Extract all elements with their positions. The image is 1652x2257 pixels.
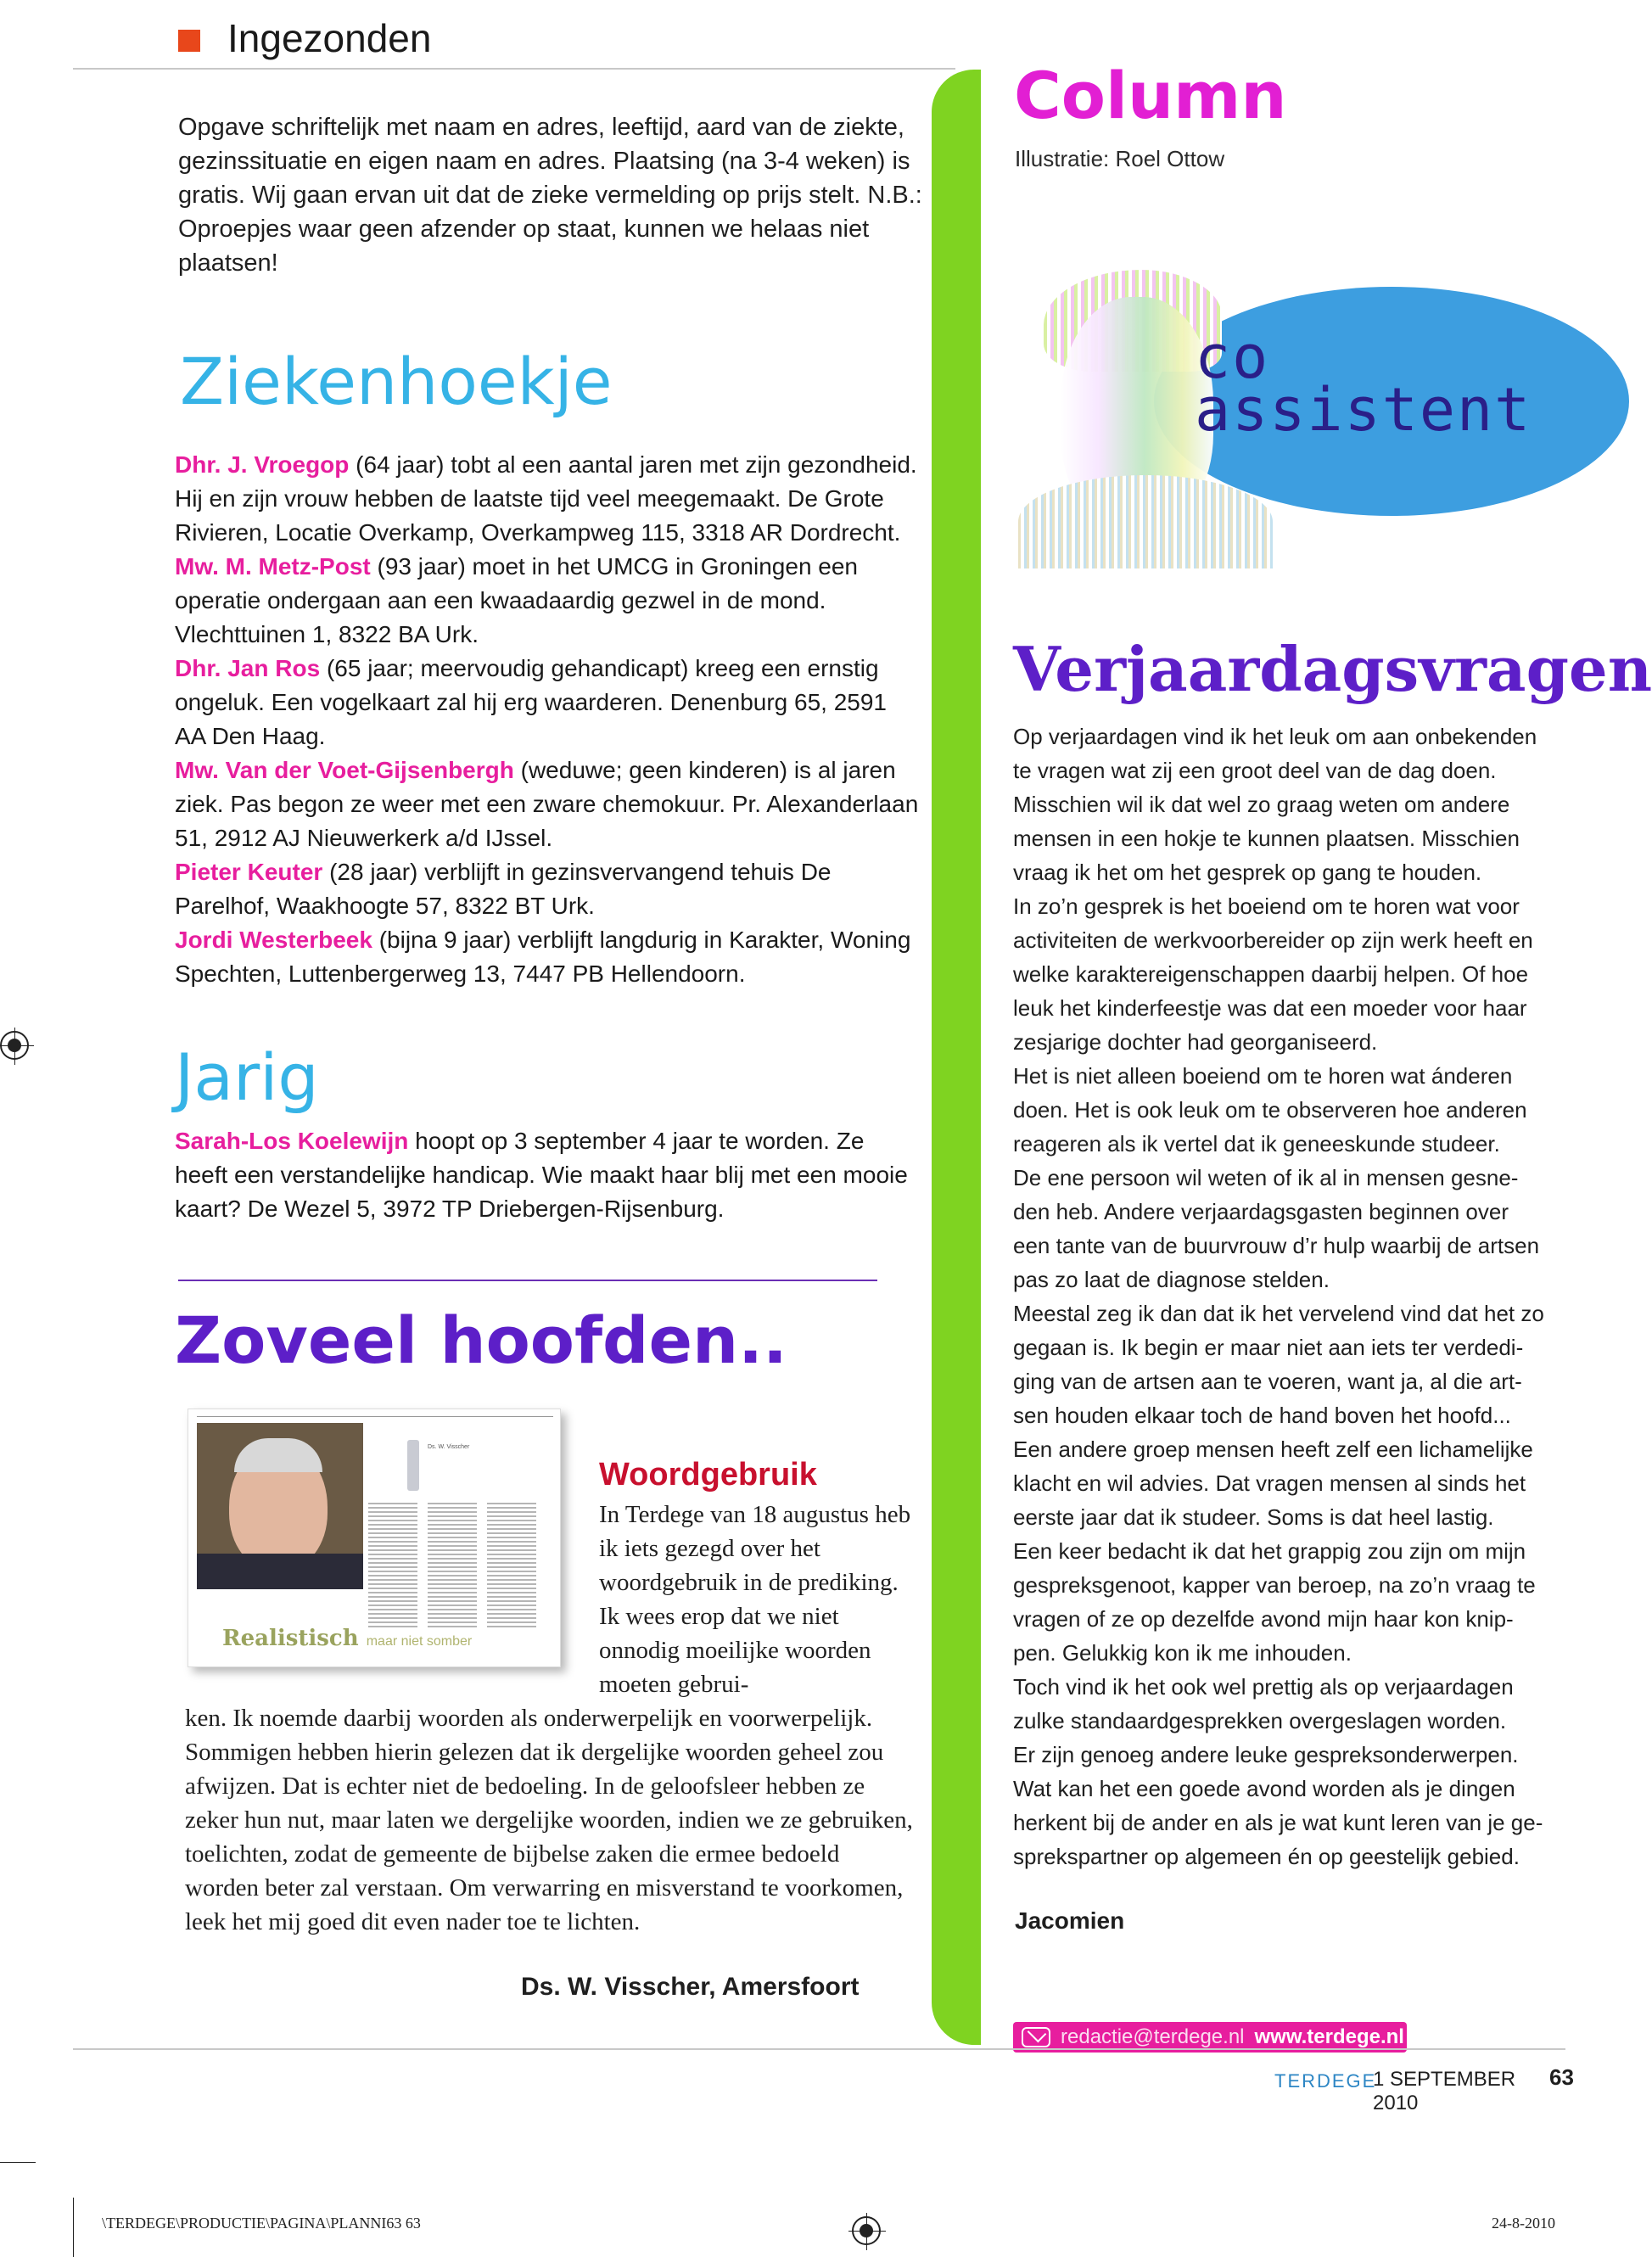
entry [175,753,921,855]
column-text-line: zulke standaardgesprekken overgeslagen worden. [1013,1708,1507,1733]
column-text-line: Meestal zeg ik dan dat ik het vervelend vind dat het zo [1013,1301,1544,1326]
woordgebruik-text-wrapped: In Terdege van 18 augustus heb ik iets gezegd over het woordgebruik in de prediking. Ik wees erop dat we niet onnodig moeilijke woorden moeten gebrui- [599,1501,911,1698]
entry-text: (weduwe; geen kinderen) is al jaren ziek. Pas begon ze weer met een zware chemokuur. Pr. Alexanderlaan 51, 2912 AJ Nieuwerkerk a/d IJssel. [175,757,919,851]
entry [175,923,921,991]
crop-mark [73,2198,74,2257]
section-marker [178,30,200,52]
registration-mark-icon [852,2216,881,2245]
column-text-line: zesjarige dochter had georganiseerd. [1013,1029,1378,1055]
registration-mark-center [8,1039,21,1052]
entry-name: Dhr. Jan Ros [175,655,321,681]
thumbnail-text-column [487,1503,536,1630]
column-text-line: gespreksgenoot, kapper van beroep, na zo’n vraag te [1013,1572,1536,1598]
entry-name: Mw. Van der Voet-Gijsenbergh [175,757,514,783]
pillar-icon [407,1440,419,1491]
entry-text: (28 jaar) verblijft in gezinsvervangend tehuis De Parelhof, Waakhoogte 57, 8322 BT Urk. [175,859,832,919]
thumbnail-text-column [428,1503,477,1630]
portrait-suit [197,1554,363,1589]
verjaardagsvragen-title: Verjaardagsvragen [1013,633,1652,705]
jarig-text: hoopt op 3 september 4 jaar te worden. Ze heeft een verstandelijke handicap. Wie maakt haar blij met een mooie kaart? De Wezel 5, 3972 TP Driebergen-Rijsenburg. [175,1128,908,1222]
woordgebruik-subtitle: Woordgebruik [599,1457,817,1493]
co-assistent-logo-text [1195,322,1532,445]
woordgebruik-text: ken. Ik noemde daarbij woorden als onderwerpelijk en voorwerpelijk. Sommigen hebben hierin gelezen dat ik dergelijke woorden geheel zou afwijzen. Dat is echter niet de bedoeling. In de geloofsleer hebben ze zeker hun nut, maar laten we dergelijke woorden, indien we ze gebruiken, toelichten, zodat de gemeente de bijbelse zaken die ermee bedoeld worden beter zal verstaan. Om verwarring en misverstand te voorkomen, leek het mij goed dit even nader toe te lichten. [185,1705,913,1935]
entry-name: Mw. M. Metz-Post [175,553,371,580]
thumbnail-headline-sub: maar niet somber [366,1634,473,1649]
logo-line-co: co [1195,322,1270,392]
footer-rule [73,2048,1565,2050]
column-divider-bar [932,70,981,2045]
thumbnail-rule [197,1416,553,1417]
footer-publication: TERDEGE [1274,2070,1377,2092]
column-text-line: een tante van de buurvrouw d’r hulp waarbij de artsen [1013,1233,1540,1258]
column-text-line: Op verjaardagen vind ik het leuk om aan onbekenden [1013,724,1537,749]
jarig-name: Sarah-Los Koelewijn [175,1128,409,1154]
crop-mark [0,2162,36,2163]
contact-email-link[interactable]: redactie@terdege.nl [1061,2025,1245,2048]
column-text-line: activiteiten de werkvoorbereider op zijn werk heeft en [1013,927,1533,953]
column-text-line: sprekspartner op algemeen én op geestelijk gebied. [1013,1844,1520,1869]
entry [175,448,921,550]
column-text-line: Het is niet alleen boeiend om te horen wat ánderen [1013,1063,1513,1089]
column-text-line: den heb. Andere verjaardagsgasten beginnen over [1013,1199,1509,1224]
woordgebruik-signature: Ds. W. Visscher, Amersfoort [521,1973,860,2001]
header-rule [73,68,955,70]
print-slug-date: 24-8-2010 [1492,2215,1555,2232]
illustration-credit: Illustratie: Roel Ottow [1015,146,1225,171]
logo-line-assistent: assistent [1195,375,1532,445]
registration-mark-icon [0,1031,29,1060]
column-text-line: pen. Gelukkig kon ik me inhouden. [1013,1640,1352,1666]
entry [175,550,921,652]
entry-text: (93 jaar) moet in het UMCG in Groningen een operatie ondergaan aan een kwaadaardig gezwel in de mond. Vlechttuinen 1, 8322 BA Urk. [175,553,859,647]
column-text-line: gegaan is. Ik begin er maar niet aan iets ter verdedi- [1013,1335,1524,1360]
entry [175,652,921,753]
print-slug-path: \TERDEGE\PRODUCTIE\PAGINA\PLANNI63 63 [102,2215,421,2232]
column-text-line: vragen of ze op dezelfde avond mijn haar kon knip- [1013,1606,1514,1632]
column-text-line: ging van de artsen aan te voeren, want ja, al die art- [1013,1369,1522,1394]
column-text-line: leuk het kinderfeestje was dat een moeder voor haar [1013,995,1527,1021]
section-divider [178,1280,877,1281]
ziekenhoekje-title: Ziekenhoekje [180,344,613,419]
thumbnail-headline-main: Realistisch [222,1626,359,1651]
column-text-line: te vragen wat zij een groot deel van de dag doen. [1013,758,1497,783]
entry-name: Jordi Westerbeek [175,927,372,953]
submission-notice: Opgave schriftelijk met naam en adres, leeftijd, aard van de ziekte, gezinssituatie en eigen naam en adres. Plaatsing (na 3-4 weken) is gratis. Wij gaan ervan uit dat de zieke vermelding op prijs stelt. N.B.: Oproepjes waar geen afzender op staat, kunnen we helaas niet plaatsen! [178,114,922,277]
column-text-line: mensen in een hokje te kunnen plaatsen. Misschien [1013,826,1520,851]
column-text-line: sen houden elkaar toch de hand boven het hoofd... [1013,1403,1511,1428]
thumbnail-headline [222,1626,472,1651]
column-text-line: klacht en wil advies. Dat vragen mensen al sinds het [1013,1470,1526,1496]
footer-date: 1 SEPTEMBER 2010 [1373,2068,1516,2114]
column-text-line: eerste jaar dat ik studeer. Soms is dat heel lastig. [1013,1504,1494,1530]
thumbnail-author: Ds. W. Visscher [428,1444,470,1450]
page-number: 63 [1549,2064,1574,2090]
column-text-line: Wat kan het een goede avond worden als je dingen [1013,1776,1515,1801]
entry-name: Dhr. J. Vroegop [175,451,350,478]
jarig-title: Jarig [175,1039,319,1115]
column-text-line: De ene persoon wil weten of ik al in mensen gesne- [1013,1165,1519,1190]
thumbnail-text-column [368,1503,417,1630]
entry [175,855,921,923]
jarig-entry [175,1124,921,1226]
column-text-line: Een andere groep mensen heeft zelf een lichamelijke [1013,1437,1533,1462]
column-text-line: herkent bij de ander en als je wat kunt leren van je ge- [1013,1810,1543,1835]
column-text-line: pas zo laat de diagnose stelden. [1013,1267,1330,1292]
section-title: Ingezonden [227,16,432,60]
column-text-line: reageren als ik vertel dat ik geneeskunde studeer. [1013,1131,1500,1157]
article-thumbnail [188,1409,561,1667]
column-text-line: Misschien wil ik dat wel zo graag weten om andere [1013,792,1510,817]
entry-name: Pieter Keuter [175,859,323,885]
mail-icon [1022,2027,1050,2047]
contact-website-link[interactable]: www.terdege.nl [1254,2025,1404,2048]
column-text-line: Er zijn genoeg andere leuke gespreksonderwerpen. [1013,1742,1519,1767]
registration-mark-center [860,2224,873,2237]
column-text-line: welke karaktereigenschappen daarbij helpen. Of hoe [1013,961,1529,987]
entry-text: (bijna 9 jaar) verblijft langdurig in Karakter, Woning Spechten, Luttenbergerweg 13, 7447 PB Hellendoorn. [175,927,911,987]
verjaardagsvragen-text [1013,720,1565,1873]
ziekenhoekje-entries [175,448,921,991]
zoveel-title: Zoveel hoofden.. [175,1302,787,1378]
column-text-line: In zo’n gesprek is het boeiend om te horen wat voor [1013,893,1520,919]
illustration-shoulders [1018,475,1273,568]
column-text-line: vraag ik het om het gesprek op gang te houden. [1013,860,1482,885]
column-text-line: Toch vind ik het ook wel prettig als op verjaardagen [1013,1674,1514,1700]
entry-text: (64 jaar) tobt al een aantal jaren met zijn gezondheid. Hij en zijn vrouw hebben de laatste tijd veel meegemaakt. De Grote Rivieren, Locatie Overkamp, Overkampweg 115, 3318 AR Dordrecht. [175,451,917,546]
column-text-line: doen. Het is ook leuk om te observeren hoe anderen [1013,1097,1527,1123]
column-title: Column [1014,58,1287,133]
column-text-line: Een keer bedacht ik dat het grappig zou zijn om mijn [1013,1538,1526,1564]
entry-text: (65 jaar; meervoudig gehandicapt) kreeg een ernstig ongeluk. Een vogelkaart zal hij erg waarderen. Denenburg 65, 2591 AA Den Haag. [175,655,888,749]
column-signature: Jacomien [1015,1907,1125,1934]
